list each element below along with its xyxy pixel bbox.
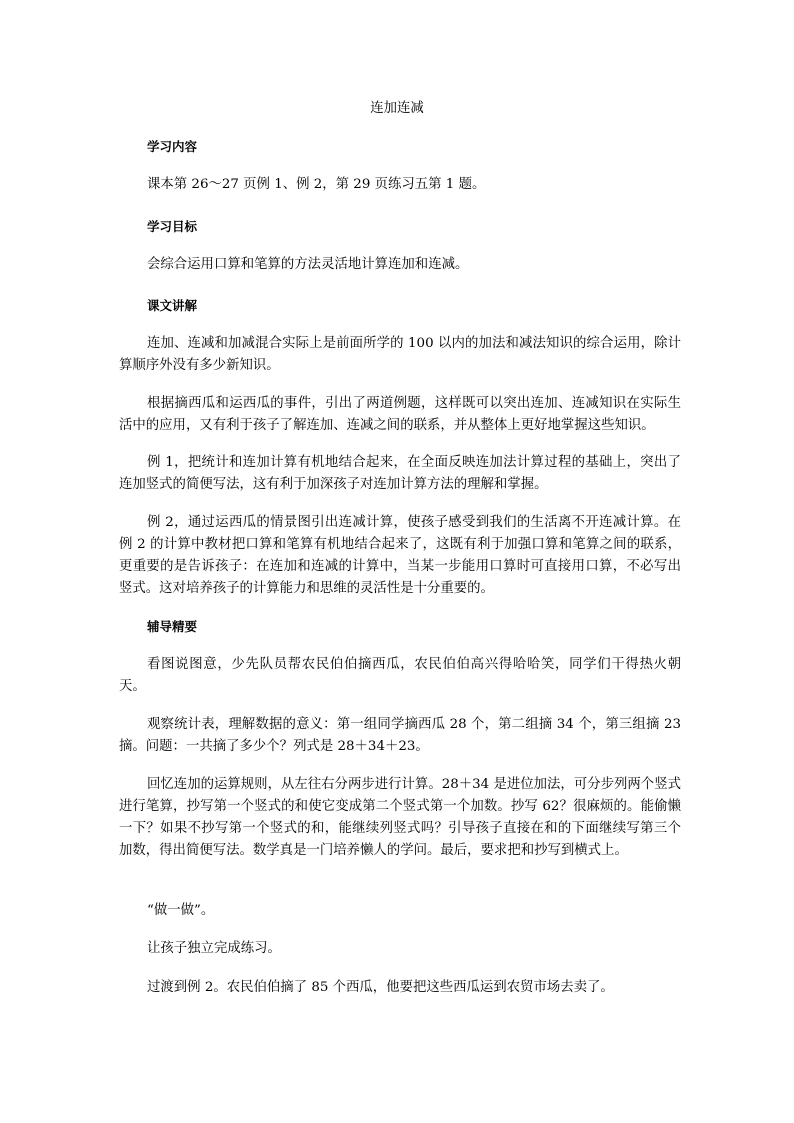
document-title: 连加连减 <box>370 101 424 116</box>
paragraph-guide-4: “做一做”。 <box>147 903 215 918</box>
paragraph-explain-1: 连加、连减和加减混合实际上是前面所学的 100 以内的加法和减法知识的综合运用，除计算顺序外没有多少新知识。 <box>119 336 681 373</box>
paragraph-explain-3: 例 1，把统计和连加计算有机地结合起来，在全面反映连加法计算过程的基础上，突出了连加竖式的简便写法，这有利于加深孩子对连加计算方法的理解和掌握。 <box>119 455 681 492</box>
paragraph-content: 课本第 26～27 页例 1、例 2，第 29 页练习五第 1 题。 <box>147 177 486 192</box>
paragraph-explain-2: 根据摘西瓜和运西瓜的事件，引出了两道例题，这样既可以突出连加、连减知识在实际生活中的应用，又有利于孩子了解连加、连减之间的联系，并从整体上更好地掌握这些知识。 <box>119 396 681 433</box>
heading-guidance: 辅导精要 <box>147 619 198 634</box>
heading-learning-goal: 学习目标 <box>147 219 198 234</box>
paragraph-guide-5: 让孩子独立完成练习。 <box>147 941 281 956</box>
paragraph-explain-4: 例 2，通过运西瓜的情景图引出连减计算，使孩子感受到我们的生活离不开连减计算。在例 2 的计算中教材把口算和笔算有机地结合起来了，这既有利于加强口算和笔算之间的联系，更重要的是告诉孩子：在连加和连减的计算中，当某一步能用口算时可直接用口算，不必写出竖式。这对培养孩子的计算能力和思维的灵活性是十分重要的。 <box>119 515 681 596</box>
paragraph-guide-6: 过渡到例 2。农民伯伯摘了 85 个西瓜，他要把这些西瓜运到农贸市场去卖了。 <box>147 980 614 995</box>
paragraph-guide-1: 看图说图意，少先队员帮农民伯伯摘西瓜，农民伯伯高兴得哈哈笑，同学们干得热火朝天。 <box>119 657 681 694</box>
paragraph-goal: 会综合运用口算和笔算的方法灵活地计算连加和连减。 <box>147 257 469 272</box>
paragraph-guide-2: 观察统计表，理解数据的意义：第一组同学摘西瓜 28 个，第二组摘 34 个，第三组摘 23 摘。问题：一共摘了多少个？列式是 28＋34＋23。 <box>119 717 681 754</box>
heading-text-explanation: 课文讲解 <box>147 298 198 313</box>
heading-learning-content: 学习内容 <box>147 139 198 154</box>
paragraph-guide-3: 回忆连加的运算规则，从左往右分两步进行计算。28＋34 是进位加法，可分步列两个竖式进行笔算，抄写第一个竖式的和使它变成第二个竖式第一个加数。抄写 62？很麻烦的。能偷懒一下？如果不抄写第一个竖式的和，能继续列竖式吗？引导孩子直接在和的下面继续写第三个加数，得出简便写法。数学真是一门培养懒人的学问。最后，要求把和抄写到横式上。 <box>119 777 681 858</box>
